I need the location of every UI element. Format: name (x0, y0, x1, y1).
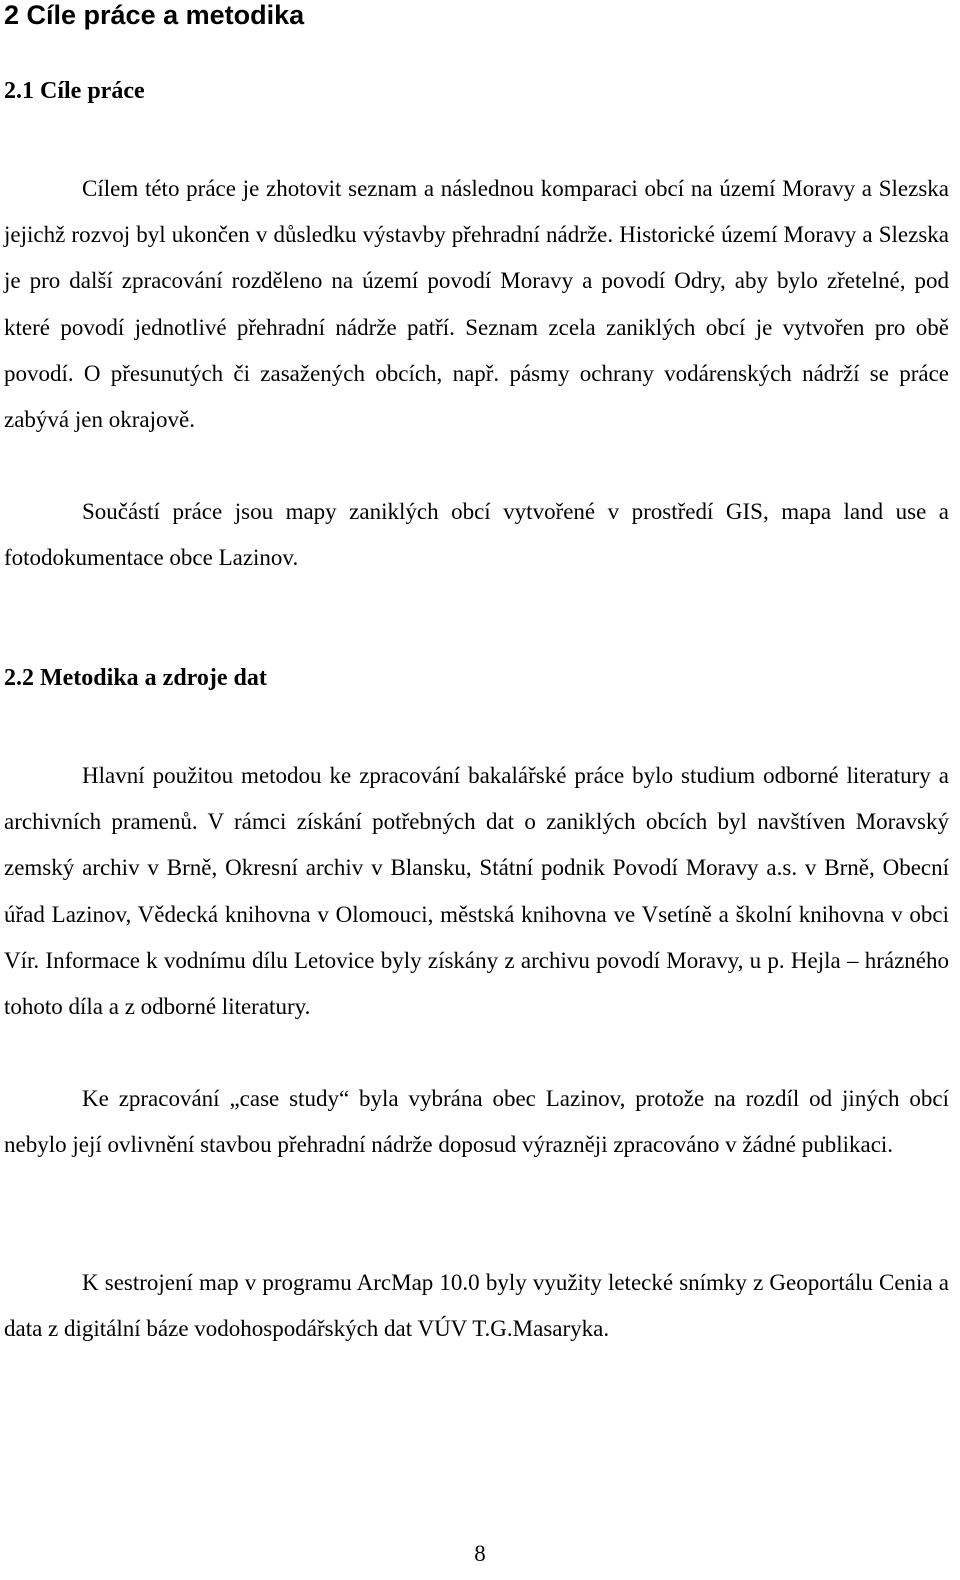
methodology-paragraph-2: Ke zpracování „case study“ byla vybrána obec Lazinov, protože na rozdíl od jiných obcí nebylo její ovlivnění stavbou přehradní nádrže doposud výrazněji zpracováno v žádné publikaci. (4, 1086, 949, 1158)
goals-paragraph-1: Cílem této práce je zhotovit seznam a následnou komparaci obcí na území Moravy a Slezska jejichž rozvoj byl ukončen v důsledku výstavby přehradní nádrže. Historické území Moravy a Slezska je pro další zpracování rozděleno na území povodí Moravy a povodí Odry, aby bylo zřetelné, pod které povodí jednotlivé přehradní nádrže patří. Seznam zcela zaniklých obcí je vytvořen pro obě povodí. O přesunutých či zasažených obcích, např. pásmy ochrany vodárenských nádrží se práce zabývá jen okrajově. (4, 176, 949, 433)
methodology-paragraph-3: K sestrojení map v programu ArcMap 10.0 byly využity letecké snímky z Geoportálu Cenia a data z digitální báze vodohospodářských dat VÚV T.G.Masaryka. (4, 1270, 949, 1342)
page-number: 8 (474, 1541, 486, 1566)
goals-paragraph-2: Součástí práce jsou mapy zaniklých obcí vytvořené v prostředí GIS, mapa land use a fotodokumentace obce Lazinov. (4, 499, 949, 571)
chapter-heading: 2 Cíle práce a metodika (4, 0, 305, 30)
section-heading-goals: 2.1 Cíle práce (4, 78, 145, 104)
methodology-paragraph-1: Hlavní použitou metodou ke zpracování bakalářské práce bylo studium odborné literatury a archivních pramenů. V rámci získání potřebných dat o zaniklých obcích byl navštíven Moravský zemský archiv v Brně, Okresní archiv v Blansku, Státní podnik Povodí Moravy a.s. v Brně, Obecní úřad Lazinov, Vědecká knihovna v Olomouci, městská knihovna ve Vsetíně a školní knihovna v obci Vír. Informace k vodnímu dílu Letovice byly získány z archivu povodí Moravy, u p. Hejla – hrázného tohoto díla a z odborné literatury. (4, 763, 949, 1020)
section-heading-methodology: 2.2 Metodika a zdroje dat (4, 665, 267, 691)
